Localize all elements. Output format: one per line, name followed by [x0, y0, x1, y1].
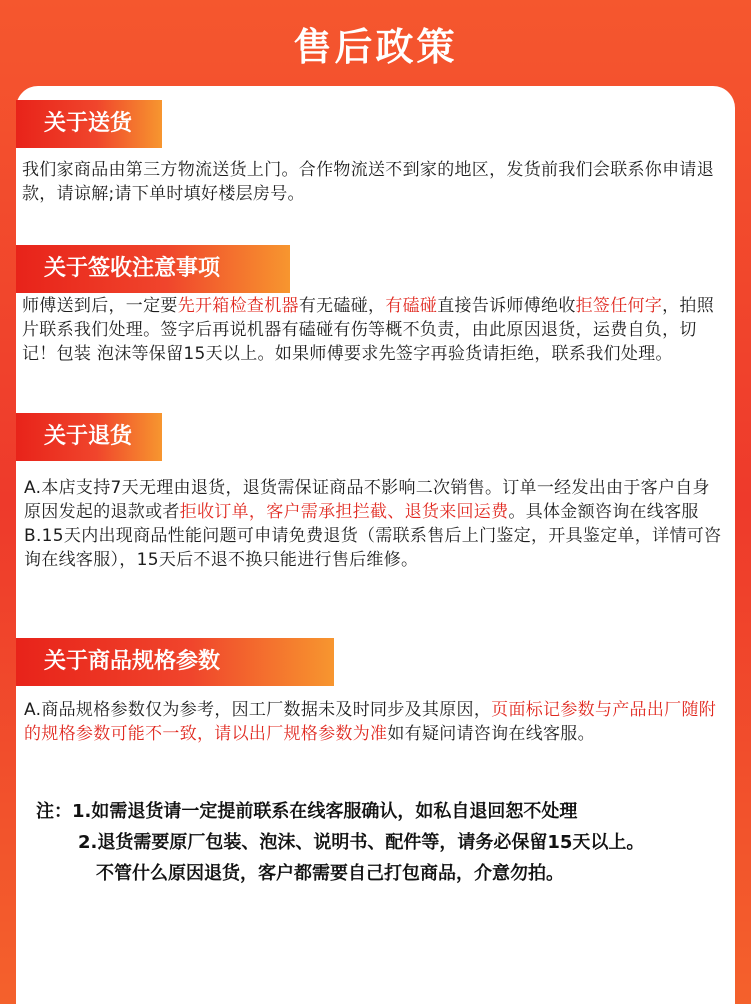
section-body-signing: [22, 294, 722, 366]
section-title-specs: 关于商品规格参数: [16, 638, 334, 686]
signing-highlight-3: 拒签任何字: [575, 296, 663, 316]
returns-text-a2: 。具体金额咨询在线客服: [508, 502, 699, 522]
note-line-3: [36, 858, 726, 889]
returns-paragraph-b: B.15天内出现商品性能问题可申请免费退货（需联系售后上门鉴定，开具鉴定单，详情可咨询在线客服），15天后不退不换只能进行售后维修。: [24, 526, 722, 570]
section-body-delivery: [22, 158, 722, 206]
note-label: 注：: [36, 801, 72, 822]
signing-text-3: 直接告诉师傅绝收: [437, 296, 576, 316]
section-body-returns: [24, 476, 724, 572]
page-title: 售后政策: [293, 24, 458, 69]
section-title-signing: 关于签收注意事项: [16, 245, 290, 293]
note-line-3-text: 不管什么原因退货，客户都需要自己打包商品，介意勿拍。: [96, 863, 564, 884]
delivery-text: 我们家商品由第三方物流送货上门。合作物流送不到家的地区，发货前我们会联系你申请退款，请谅解;请下单时填好楼层房号。: [22, 160, 714, 204]
returns-text-a1: A.本店支持7天无理由退货，退货需保证商品不影响二次销售。订单一经发出由于客户自身原因发起的退款或者: [24, 478, 710, 522]
signing-highlight-1: 先开箱检查机器: [177, 296, 299, 316]
signing-text-1: 师傅送到后，一定要: [22, 296, 178, 316]
section-title-delivery: 关于送货: [16, 100, 162, 148]
section-title-returns: 关于退货: [16, 413, 162, 461]
signing-highlight-2: 有磕碰: [385, 296, 438, 316]
section-body-specs: [24, 698, 724, 746]
notes-block: [36, 796, 726, 889]
signing-text-4: ，拍照片联系我们处理。签字后再说机器有磕碰有伤等概不负责，由此原因退货，运费自负，切记！包装 泡沫等保留15天以上。如果师傅要求先签字再验货请拒绝，联系我们处理。: [22, 296, 715, 364]
returns-highlight-a: 拒收订单，客户需承担拦截、退货来回运费: [179, 502, 509, 522]
note-line-2-text: 2.退货需要原厂包装、泡沫、说明书、配件等，请务必保留15天以上。: [78, 832, 645, 853]
returns-paragraph-a: [24, 476, 724, 524]
page-header: [0, 0, 751, 86]
specs-text-2: 如有疑问请咨询在线客服。: [387, 724, 595, 744]
specs-highlight: 页面标记参数与产品出厂随附的规格参数可能不一致，请以出厂规格参数为准: [24, 700, 717, 744]
note-line-2: [36, 827, 726, 858]
signing-text-2: 有无磕碰，: [298, 296, 386, 316]
note-line-1: [36, 796, 726, 827]
specs-text-1: A.商品规格参数仅为参考，因工厂数据未及时同步及其原因，: [24, 700, 492, 720]
note-line-1-text: 1.如需退货请一定提前联系在线客服确认，如私自退回恕不处理: [72, 801, 578, 822]
